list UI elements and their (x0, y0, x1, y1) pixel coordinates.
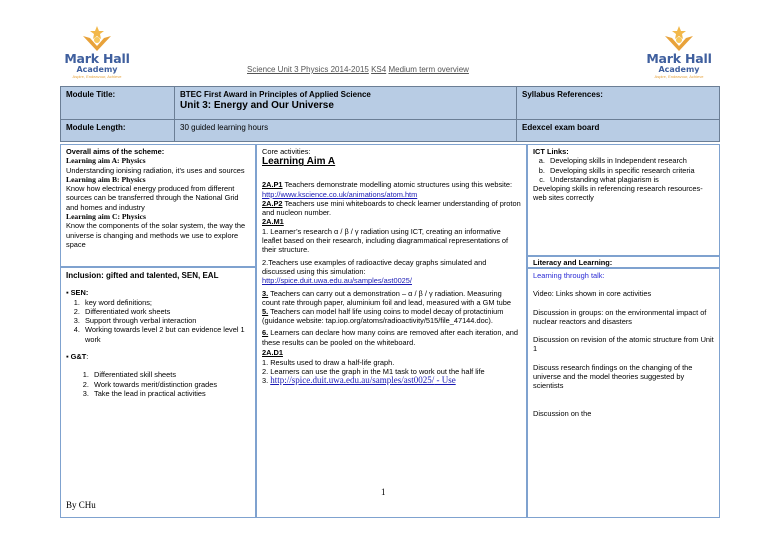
gt-label: G&T (70, 352, 87, 362)
gt-item: 2. Work towards merit/distinction grades (91, 380, 250, 389)
item-number: 3. (262, 376, 271, 386)
core-activities-section (256, 144, 527, 518)
logo-subtitle: Academy (76, 65, 118, 74)
literacy-section (527, 268, 720, 518)
module-title-label: Module Title: (61, 87, 175, 120)
crown-star-icon (77, 24, 117, 52)
logo-subtitle: Academy (658, 65, 700, 74)
logo-tagline: Aspire, Endeavour, Achieve (654, 74, 704, 79)
d1-item-2: 2. Learners can use the graph in the M1 task to work out the half life (262, 366, 485, 376)
aim-a-title: Learning aim A: Physics (66, 156, 146, 166)
doc-title-part2: KS4 (371, 65, 387, 74)
overall-aims-section (60, 144, 256, 267)
activity-2a-p2 (262, 199, 521, 218)
item-number: 5. (262, 307, 269, 317)
logo-name: Mark Hall (646, 51, 712, 66)
learning-aim-a-heading: Learning Aim A (262, 156, 336, 168)
activity-text: Teachers can model half life using coins to model decay of protactinium (guidance website: tap.iop.org/atoms/radioactivity/515/file_47144.doc). (262, 307, 504, 326)
module-unit-title: Unit 3: Energy and Our Universe (180, 100, 334, 111)
activity-text: Teachers can carry out a demonstration – α / β / γ radiation. Measuring count rate through paper, aluminium foil and lead, measured with a GM tube (262, 288, 511, 307)
aim-b-title: Learning aim B: Physics (66, 174, 146, 184)
literacy-item: Discuss research findings on the changing of the universe and the model theories suggested by scientists (533, 362, 693, 391)
doc-title-part3: Medium term overview (388, 65, 469, 74)
kscience-link[interactable]: http://www.kscience.co.uk/animations/atom.htm (262, 189, 418, 199)
inclusion-heading: Inclusion: gifted and talented, SEN, EAL (66, 271, 219, 280)
gt-item: 1. Differentiated skill sheets (91, 370, 250, 379)
page-number: 1 (381, 487, 386, 497)
module-info-table (60, 86, 720, 142)
learning-through-talk: Learning through talk: (533, 271, 605, 280)
ict-item: b. Developing skills in specific research criteria (547, 166, 714, 175)
m1-item-1: 1. Learner’s research α / β / γ radiation using ICT, creating an informative leaflet based on their research, including diagrammatical representations of their structure. (262, 226, 509, 255)
code-2a-m1: 2A.M1 (262, 217, 284, 227)
d1-item-1: 1. Results used to draw a half-life graph. (262, 357, 395, 367)
scheme-content (60, 144, 720, 518)
activity-text: Learners can declare how many coins are removed after each iteration, and these results can be pooled on the whiteboard. (262, 327, 518, 348)
literacy-heading: Literacy and Learning: (533, 258, 613, 267)
activity-item-3 (262, 289, 521, 308)
ict-item: a. Developing skills in Independent research (547, 156, 714, 165)
activity-2a-p1 (262, 180, 521, 199)
code-2a-p1: 2A.P1 (262, 180, 283, 190)
gt-list (66, 370, 250, 398)
doc-title-part1: Science Unit 3 Physics 2014-2015 (247, 65, 369, 74)
spice-simulation-link[interactable]: http://spice.duit.uwa.edu.au/samples/ast0025/ (262, 276, 412, 286)
sen-item: 3. Support through verbal interaction (82, 316, 250, 325)
literacy-item: Discussion in groups: on the environmental impact of nuclear reactors and disasters (533, 307, 707, 326)
ict-item: c. Understanding what plagiarism is (547, 175, 714, 184)
sen-item: 4. Working towards level 2 but can evidence level 1 work (82, 325, 250, 344)
gt-label-row (66, 352, 250, 361)
ict-heading: ICT Links: (533, 147, 569, 156)
ict-extra: Developing skills in referencing research resources- web sites correctly (533, 184, 703, 203)
logo-tagline: Aspire, Endeavour, Achieve (72, 74, 122, 79)
activity-text: Teachers demonstrate modelling atomic structures using this website: (282, 180, 513, 190)
aim-c-title: Learning aim C: Physics (66, 212, 146, 222)
author-credit: By CHu (66, 500, 96, 510)
sen-item: 1. key word definitions; (82, 298, 250, 307)
ict-list (533, 156, 714, 184)
activity-text: 2.Teachers use examples of radioactive decay graphs simulated and discussed using this simulation: (262, 257, 487, 276)
module-title-line1: BTEC First Award in Principles of Applied Science (180, 90, 371, 99)
item-number: 6. (262, 327, 269, 337)
sen-item: 2. Differentiated work sheets (82, 307, 250, 316)
activity-text: Teachers use mini whiteboards to check learner understanding of proton and nucleon number. (262, 198, 521, 218)
core-heading: Core activities: (262, 147, 311, 156)
code-2a-p2: 2A.P2 (262, 198, 283, 208)
document-title (247, 65, 469, 74)
aim-a-text: Understanding ionising radiation, it’s uses and sources (66, 165, 245, 175)
spice-simulation-link-2[interactable] (270, 375, 455, 385)
d1-item-3 (262, 376, 521, 385)
module-length-value: 30 guided learning hours (175, 120, 517, 142)
logo-name: Mark Hall (64, 51, 130, 66)
sen-list (66, 298, 250, 344)
gt-suffix: : (86, 352, 89, 362)
link-suffix: - Use (434, 375, 456, 386)
module-title-value (175, 87, 517, 120)
literacy-item: Discussion on revision of the atomic structure from Unit 1 (533, 335, 714, 354)
literacy-item: Discussion on the (533, 408, 592, 418)
sen-label: ▪ SEN: (66, 288, 250, 297)
literacy-heading-row (527, 256, 720, 268)
ict-links-section (527, 144, 720, 256)
crown-star-icon (659, 24, 699, 52)
gt-item: 3. Take the lead in practical activities (91, 389, 250, 398)
link-text: http://spice.duit.uwa.edu.au/samples/ast0025/ (270, 375, 435, 386)
item-number: 3. (262, 288, 269, 298)
exam-board: Edexcel exam board (517, 120, 720, 142)
aim-b-text: Know how electrical energy produced from different sources can be transferred through the National Grid and homes and industry (66, 184, 239, 212)
module-length-label: Module Length: (61, 120, 175, 142)
activity-item-6 (262, 328, 521, 349)
literacy-item: Video: Links shown in core activities (533, 289, 652, 299)
activity-item-5 (262, 307, 521, 326)
m1-item-2 (262, 258, 521, 286)
inclusion-section (60, 267, 256, 518)
code-2a-d1: 2A.D1 (262, 348, 283, 358)
syllabus-references-label: Syllabus References: (517, 87, 720, 120)
school-logo-right (640, 24, 718, 88)
school-logo-left (58, 24, 136, 88)
aims-heading: Overall aims of the scheme: (66, 147, 165, 156)
aim-c-text: Know the components of the solar system, the way the universe is changing and methods we use to explore space (66, 221, 246, 249)
